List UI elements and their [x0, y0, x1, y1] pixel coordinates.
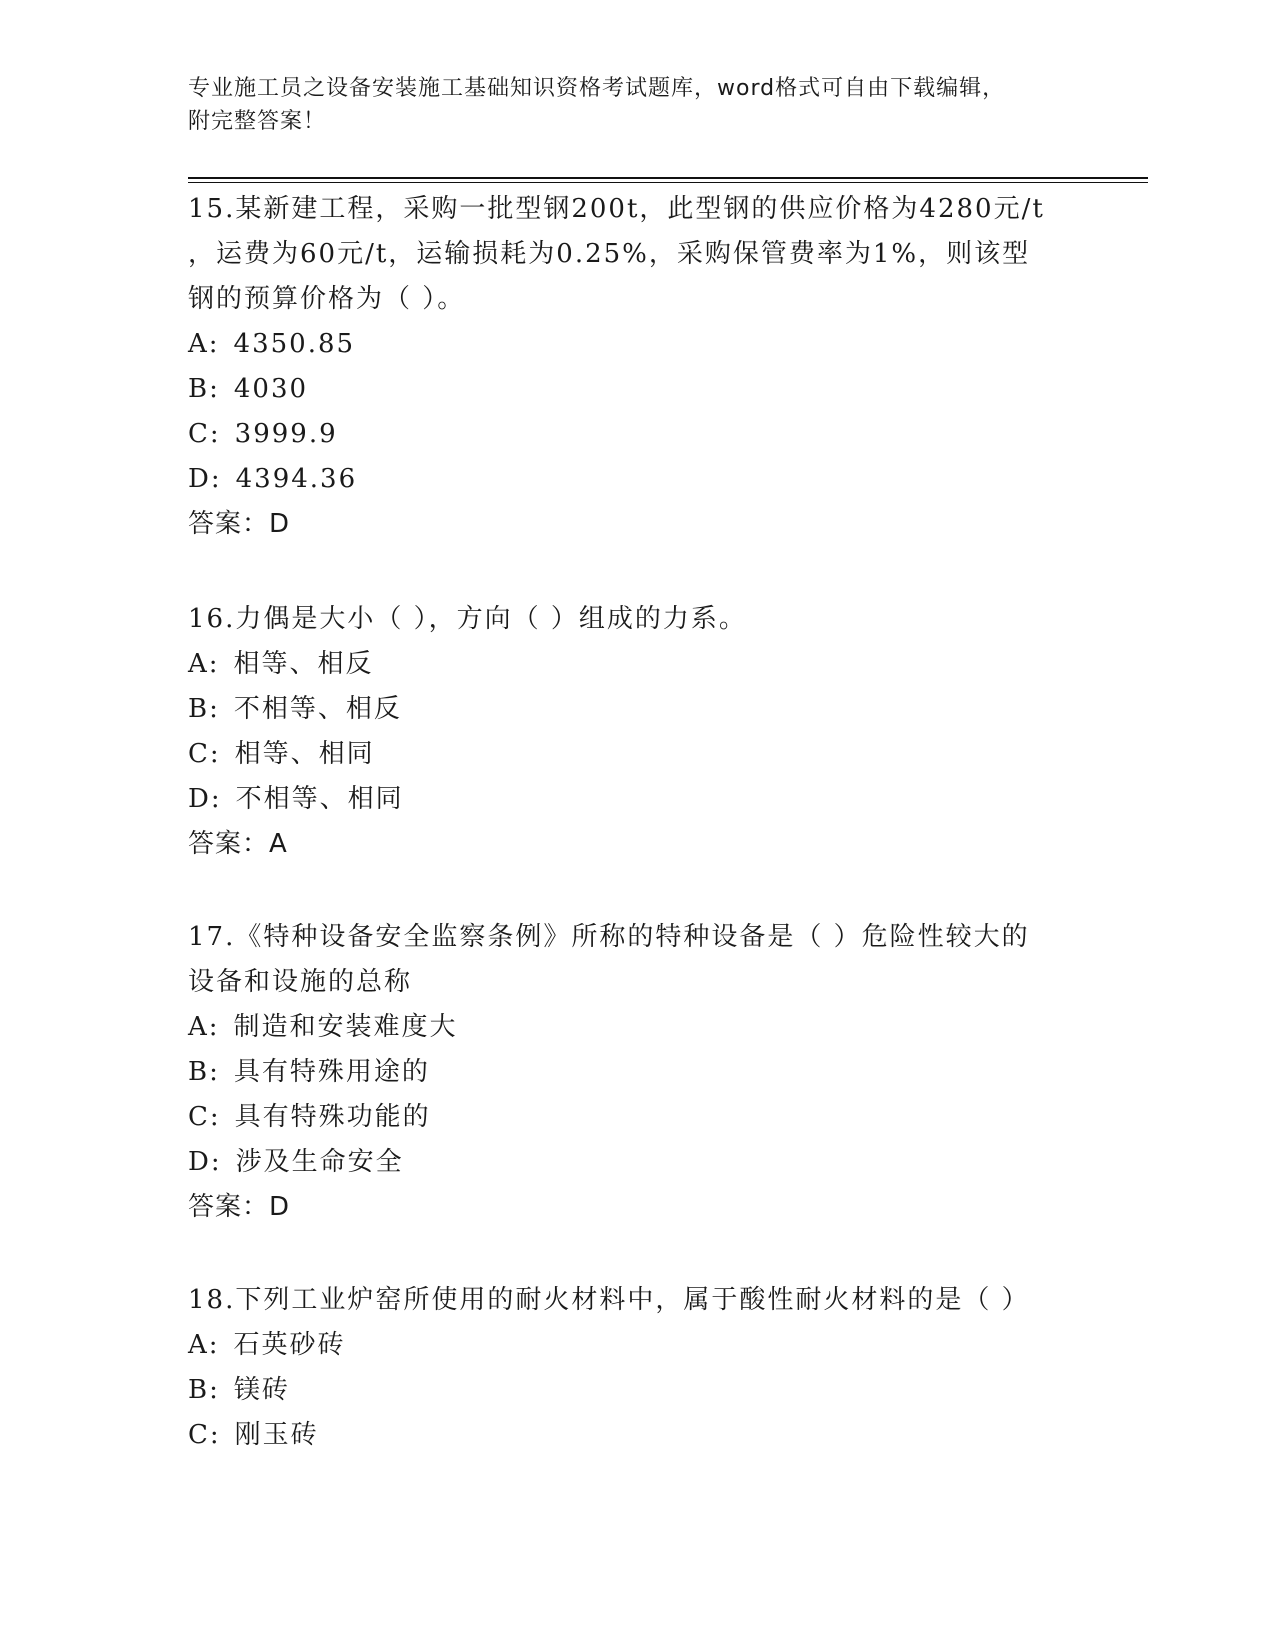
option-letter: A:: [188, 1012, 220, 1042]
question-stem-line: 17.《特种设备安全监察条例》所称的特种设备是（ ）危险性较大的: [188, 922, 1030, 952]
option-b: [188, 1050, 1088, 1095]
option-text: 3999.9: [234, 419, 338, 449]
option-letter: B:: [188, 374, 220, 404]
option-a: [188, 322, 1088, 367]
header-divider-thick: [188, 177, 1148, 179]
option-letter: C:: [188, 1102, 221, 1132]
option-letter: A:: [188, 1330, 220, 1360]
option-letter: B:: [188, 1057, 220, 1087]
option-c: [188, 732, 1088, 777]
answer-line: 答案：D: [188, 1192, 291, 1222]
header-line-1: 专业施工员之设备安装施工基础知识资格考试题库，word格式可自由下载编辑，: [188, 76, 1006, 101]
option-text: 相等、相同: [234, 739, 375, 769]
option-letter: D:: [188, 1147, 222, 1177]
option-letter: B:: [188, 694, 220, 724]
option-letter: D:: [188, 784, 222, 814]
question-stem-line: ，运费为60元/t，运输损耗为0.25%，采购保管费率为1%，则该型: [188, 239, 1031, 269]
question-18: [188, 1278, 1088, 1458]
option-text: 具有特殊功能的: [234, 1102, 431, 1132]
question-stem-line: 15.某新建工程，采购一批型钢200t，此型钢的供应价格为4280元/t: [188, 194, 1045, 224]
option-d: [188, 457, 1088, 502]
option-a: [188, 1005, 1088, 1050]
option-text: 制造和安装难度大: [233, 1012, 458, 1042]
option-b: [188, 367, 1088, 412]
header-divider-thin: [188, 182, 1148, 183]
option-letter: A:: [188, 649, 220, 679]
question-stem-line: 钢的预算价格为（ ）。: [188, 284, 466, 314]
option-letter: C:: [188, 739, 221, 769]
option-text: 不相等、相反: [233, 694, 402, 724]
question-stem-line: 设备和设施的总称: [188, 967, 413, 997]
option-text: 刚玉砖: [234, 1420, 319, 1450]
option-c: [188, 1095, 1088, 1140]
option-text: 不相等、相同: [235, 784, 404, 814]
option-d: [188, 777, 1088, 822]
option-text: 具有特殊用途的: [233, 1057, 430, 1087]
question-15: [188, 187, 1088, 547]
option-text: 石英砂砖: [233, 1330, 346, 1360]
option-text: 镁砖: [233, 1375, 290, 1405]
option-letter: B:: [188, 1375, 220, 1405]
option-a: [188, 1323, 1088, 1368]
option-letter: D:: [188, 464, 222, 494]
option-c: [188, 1413, 1088, 1458]
option-letter: C:: [188, 1420, 221, 1450]
question-17: [188, 915, 1088, 1230]
question-16: [188, 597, 1088, 867]
question-stem-line: 16.力偶是大小（ ），方向（ ）组成的力系。: [188, 604, 747, 634]
option-letter: A:: [188, 329, 220, 359]
option-text: 涉及生命安全: [235, 1147, 404, 1177]
option-b: [188, 687, 1088, 732]
option-text: 4394.36: [235, 464, 358, 494]
option-letter: C:: [188, 419, 221, 449]
option-b: [188, 1368, 1088, 1413]
header-line-2: 附完整答案！: [188, 109, 327, 134]
answer-line: 答案：A: [188, 829, 288, 859]
question-stem-line: 18.下列工业炉窑所使用的耐火材料中，属于酸性耐火材料的是（ ）: [188, 1285, 1030, 1315]
option-c: [188, 412, 1088, 457]
option-d: [188, 1140, 1088, 1185]
document-header: [188, 72, 1088, 138]
option-text: 4030: [233, 374, 309, 404]
option-text: 4350.85: [233, 329, 356, 359]
option-a: [188, 642, 1088, 687]
answer-line: 答案：D: [188, 509, 291, 539]
option-text: 相等、相反: [233, 649, 374, 679]
